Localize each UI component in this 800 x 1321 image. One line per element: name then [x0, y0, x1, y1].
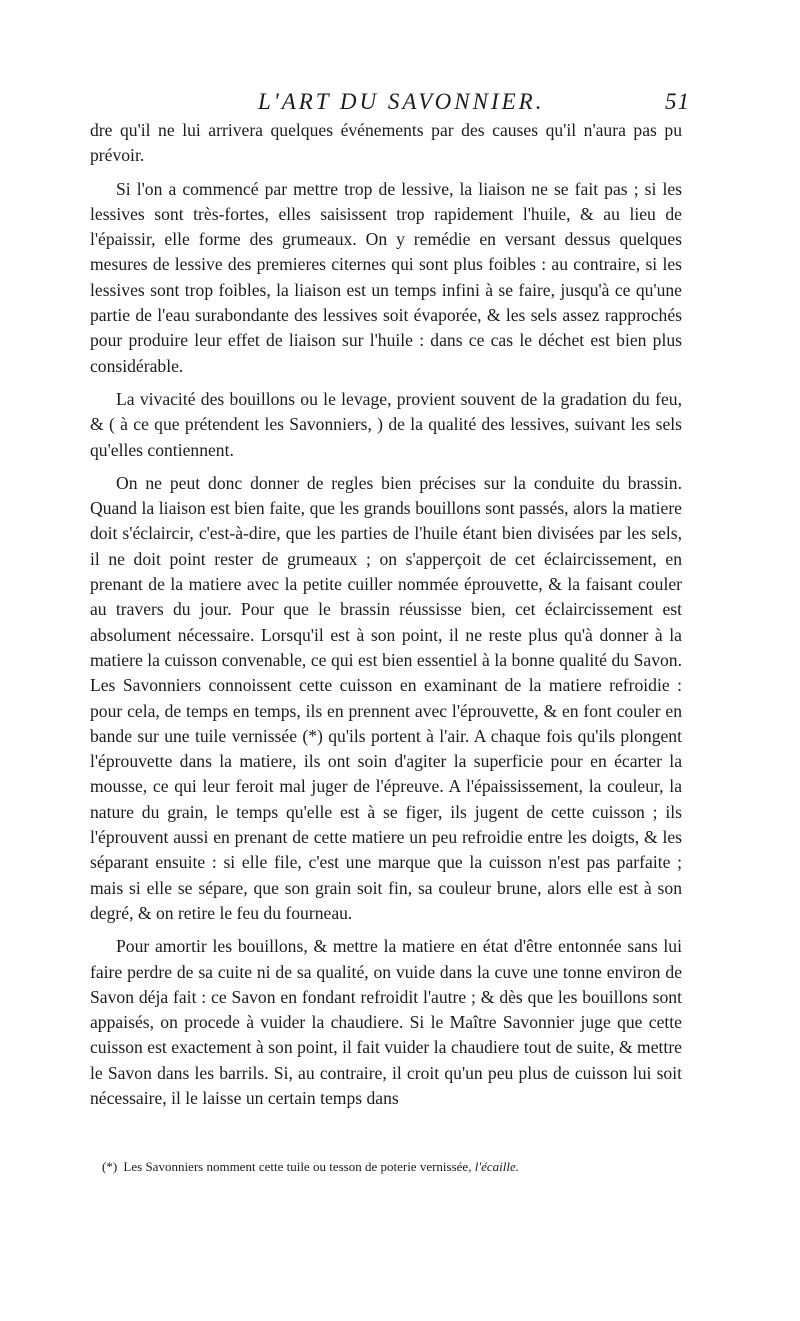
footnote-text: Les Savonniers nomment cette tuile ou tesson de poterie vernissée, [123, 1159, 472, 1174]
paragraph: On ne peut donc donner de regles bien précises sur la conduite du brassin. Quand la liaison est bien faite, que les grands bouillons sont passés, alors la matiere doit s'éclaircir, c'est-à-dire, que les parties de l'huile étant bien divisées par les sels, il ne doit point rester de grumeaux ; on s'apperçoit de cet éclaircissement, en prenant de la matiere avec la petite cuiller nommée éprouvette, & la faisant couler au travers du jour. Pour que le brassin réussisse bien, cet éclaircissement est absolument nécessaire. Lorsqu'il est à son point, il ne reste plus qu'à donner à la matiere la cuisson convenable, ce qui est bien essentiel à la bonne qualité du Savon. Les Savonniers connoissent cette cuisson en examinant de la matiere refroidie : pour cela, de temps en temps, ils en prennent avec l'éprouvette, & en font couler en bande sur une tuile vernissée (*) qu'ils portent à l'air. A chaque fois qu'ils plongent l'éprouvette dans la matiere, ils ont soin d'agiter la superficie pour en écarter la mousse, ce qui leur feroit mal juger de l'épreuve. A l'épaississement, la couleur, la nature du grain, le temps qu'elle est à se figer, ils jugent de cette cuisson ; ils l'éprouvent aussi en prenant de cette matiere un peu refroidie entre les doigts, & les séparant ensuite : si elle file, c'est une marque que la cuisson n'est pas parfaite ; mais si elle se sépare, que son grain soit fin, sa couleur brune, alors elle est à son degré, & on retire le feu du fourneau. [90, 472, 682, 923]
paragraph: Si l'on a commencé par mettre trop de lessive, la liaison ne se fait pas ; si les lessives sont très-fortes, elles saisissent trop rapidement l'huile, & au lieu de l'épaissir, elle forme des grumeaux. On y remédie en versant dessus quelques mesures de lessive des premieres citernes qui sont plus foibles : au contraire, si les lessives sont trop foibles, la liaison est un temps infini à se faire, jusqu'à ce qu'une partie de l'eau surabondante des lessives soit évaporée, & les sels assez rapprochés pour produire leur effet de liaison sur l'huile : dans ce cas le déchet est bien plus considérable. [90, 178, 682, 376]
page-number: 51 [665, 89, 690, 114]
running-title: L'ART DU SAVONNIER. [258, 89, 545, 114]
paragraph: La vivacité des bouillons ou le levage, provient souvent de la gradation du feu, & ( à ce que prétendent les Savonniers, ) de la qualité des lessives, suivant les sels qu'elles contiennent. [90, 388, 682, 460]
footnote-mark: (*) [102, 1159, 118, 1174]
footnote [102, 1158, 702, 1176]
footnote-term: l'écaille. [474, 1159, 519, 1174]
paragraph-continued: dre qu'il ne lui arrivera quelques événements par des causes qu'il n'aura pas pu prévoir. [90, 120, 682, 166]
body-text [90, 118, 682, 1119]
paragraph: Pour amortir les bouillons, & mettre la matiere en état d'être entonnée sans lui faire perdre de sa cuite ni de sa qualité, on vuide dans la cuve une tonne environ de Savon déja fait : ce Savon en fondant refroidit l'autre ; & dès que les bouillons sont appaisés, on procede à vuider la chaudiere. Si le Maître Savonnier juge que cette cuisson est exactement à son point, il fait vuider la chaudiere tout de suite, & mettre le Savon dans les barrils. Si, au contraire, il croit qu'un peu plus de cuisson lui soit nécessaire, il le laisse un certain temps dans [90, 936, 682, 1108]
